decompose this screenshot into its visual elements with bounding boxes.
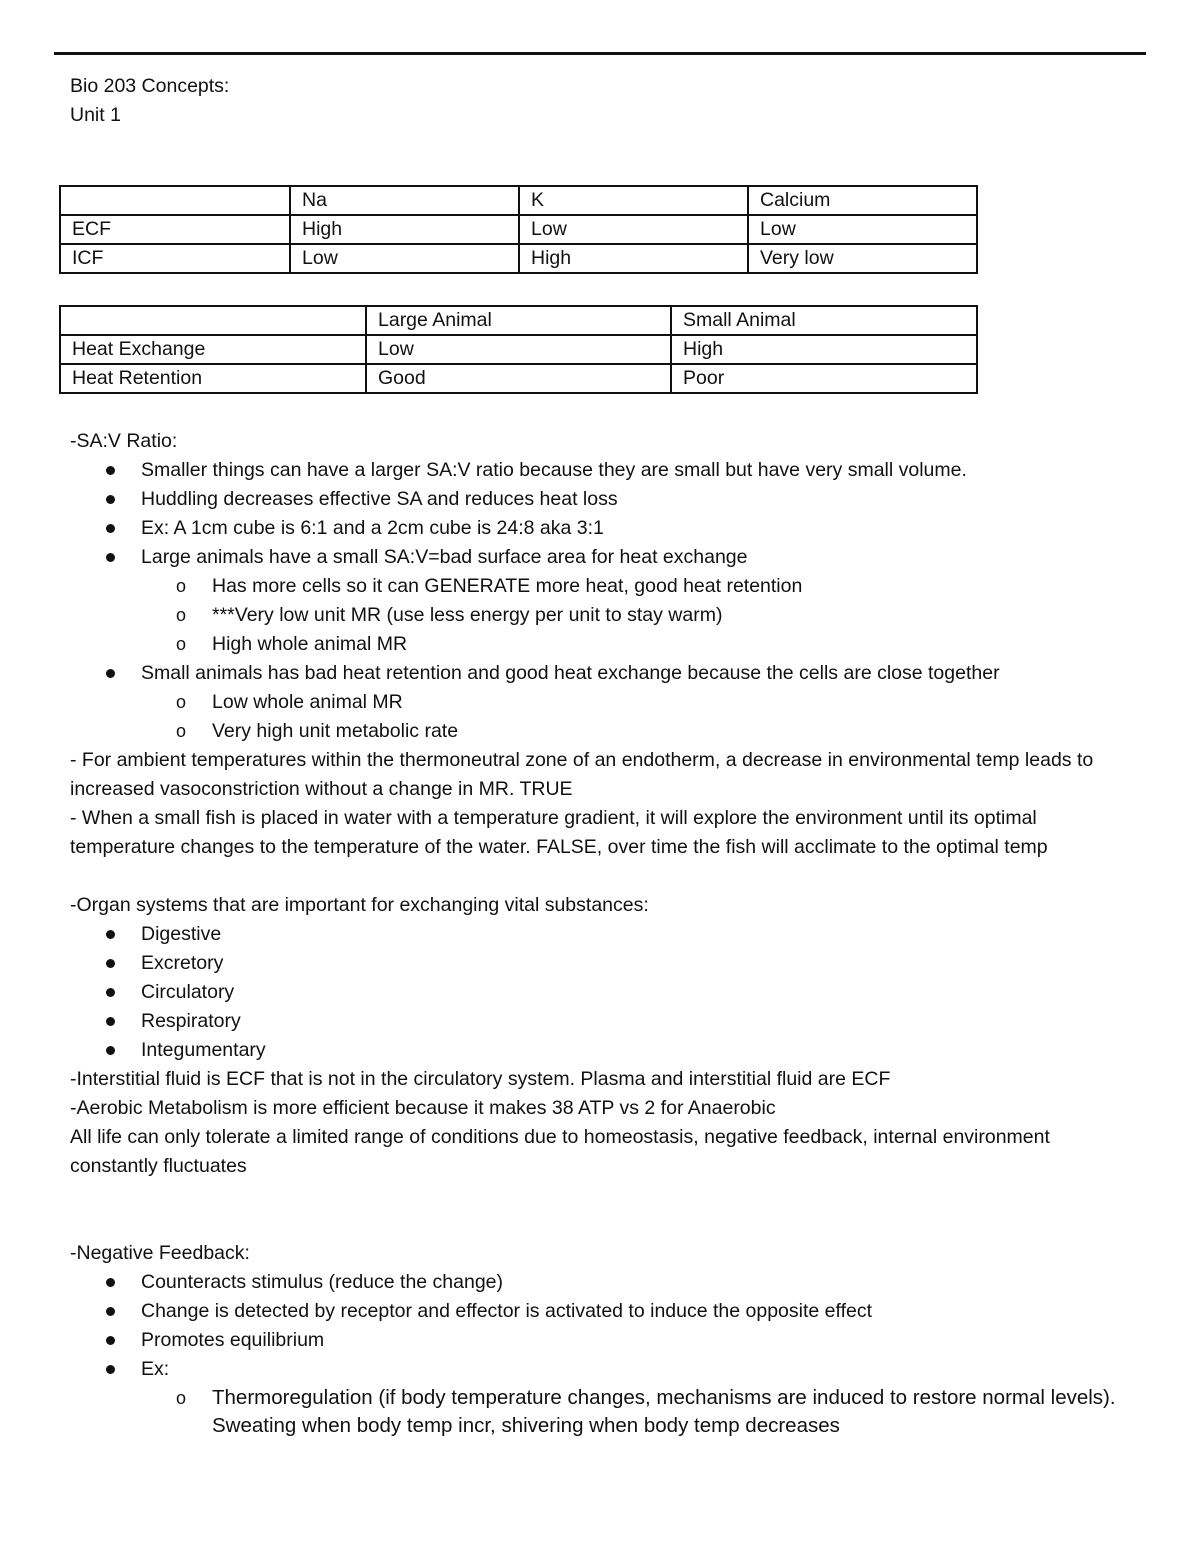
organs-list — [70, 920, 1140, 1065]
list-item — [141, 543, 1140, 659]
fact-homeostasis: All life can only tolerate a limited range of conditions due to homeostasis, negative feedback, internal environment constantly fluctuates — [70, 1126, 1050, 1177]
table-cell: Large Animal — [366, 306, 671, 335]
document-title: Bio 203 Concepts: — [70, 75, 230, 97]
table-cell: Small Animal — [671, 306, 977, 335]
table-row — [60, 215, 977, 244]
sav-heading: -SA:V Ratio: — [70, 430, 178, 452]
statement-fish: - When a small fish is placed in water with a temperature gradient, it will explore the environment until its optimal temperature changes to the temperature of the water. FALSE, over time the fish will acclimate to the optimal temp — [70, 807, 1048, 858]
statement-thermoneutral: - For ambient temperatures within the thermoneutral zone of an endotherm, a decrease in environmental temp leads to increased vasoconstriction without a change in MR. TRUE — [70, 749, 1094, 800]
table-row — [60, 335, 977, 364]
document-title-block — [70, 72, 1140, 130]
list-item-text: Ex: — [141, 1358, 170, 1380]
sub-list-item: o Very high unit metabolic rate — [212, 717, 1140, 746]
fact-interstitial: -Interstitial fluid is ECF that is not in the circulatory system. Plasma and interstitial fluid are ECF — [70, 1068, 891, 1090]
list-item-text: Large animals have a small SA:V=bad surface area for heat exchange — [141, 546, 748, 568]
table-cell: Very low — [748, 244, 977, 273]
sub-list — [141, 572, 1140, 659]
table-cell: High — [671, 335, 977, 364]
table-row — [60, 244, 977, 273]
table-cell: Low — [519, 215, 748, 244]
heat-comparison-table — [59, 305, 978, 394]
list-item: Circulatory — [141, 978, 1140, 1007]
list-item: Change is detected by receptor and effector is activated to induce the opposite effect — [141, 1297, 1140, 1326]
list-item: Ex: A 1cm cube is 6:1 and a 2cm cube is 24:8 aka 3:1 — [141, 514, 1140, 543]
table-cell: K — [519, 186, 748, 215]
document-subtitle: Unit 1 — [70, 104, 121, 126]
table-header-row — [60, 186, 977, 215]
list-item: Respiratory — [141, 1007, 1140, 1036]
table-cell: Heat Retention — [60, 364, 366, 393]
table-cell: Low — [748, 215, 977, 244]
list-item: Smaller things can have a larger SA:V ratio because they are small but have very small volume. — [141, 456, 1140, 485]
document-body — [70, 72, 1140, 1437]
list-item: Promotes equilibrium — [141, 1326, 1140, 1355]
table-cell: High — [290, 215, 519, 244]
sub-list-item: o Thermoregulation (if body temperature changes, mechanisms are induced to restore normal levels). Sweating when body temp incr, shivering when body temp decreases — [212, 1384, 1140, 1440]
fact-aerobic: -Aerobic Metabolism is more efficient because it makes 38 ATP vs 2 for Anaerobic — [70, 1097, 776, 1119]
table-cell: ICF — [60, 244, 290, 273]
table-cell: Heat Exchange — [60, 335, 366, 364]
sav-list — [70, 456, 1140, 746]
list-item — [141, 1355, 1140, 1440]
sub-list — [141, 688, 1140, 746]
table-cell: Calcium — [748, 186, 977, 215]
list-item: Integumentary — [141, 1036, 1140, 1065]
table-cell — [60, 306, 366, 335]
organs-heading: -Organ systems that are important for exchanging vital substances: — [70, 894, 649, 916]
table-cell — [60, 186, 290, 215]
list-item: Counteracts stimulus (reduce the change) — [141, 1268, 1140, 1297]
negative-feedback-list — [70, 1268, 1140, 1440]
sub-list-item: o Low whole animal MR — [212, 688, 1140, 717]
sub-list — [141, 1384, 1140, 1440]
list-item-text: Small animals has bad heat retention and good heat exchange because the cells are close together — [141, 662, 1000, 684]
list-item: Excretory — [141, 949, 1140, 978]
list-item: Huddling decreases effective SA and reduces heat loss — [141, 485, 1140, 514]
table-cell: Na — [290, 186, 519, 215]
table-cell: Low — [366, 335, 671, 364]
list-item: Digestive — [141, 920, 1140, 949]
notes-section — [70, 427, 1140, 1440]
table-cell: High — [519, 244, 748, 273]
table-cell: ECF — [60, 215, 290, 244]
table-cell: Poor — [671, 364, 977, 393]
ion-concentration-table — [59, 185, 978, 274]
table-header-row — [60, 306, 977, 335]
sub-list-item: o ***Very low unit MR (use less energy per unit to stay warm) — [212, 601, 1140, 630]
header-rule — [54, 52, 1146, 55]
table-row — [60, 364, 977, 393]
table-cell: Low — [290, 244, 519, 273]
negative-feedback-heading: -Negative Feedback: — [70, 1242, 250, 1264]
list-item — [141, 659, 1140, 746]
table-cell: Good — [366, 364, 671, 393]
sub-list-item: o Has more cells so it can GENERATE more heat, good heat retention — [212, 572, 1140, 601]
sub-list-item: o High whole animal MR — [212, 630, 1140, 659]
